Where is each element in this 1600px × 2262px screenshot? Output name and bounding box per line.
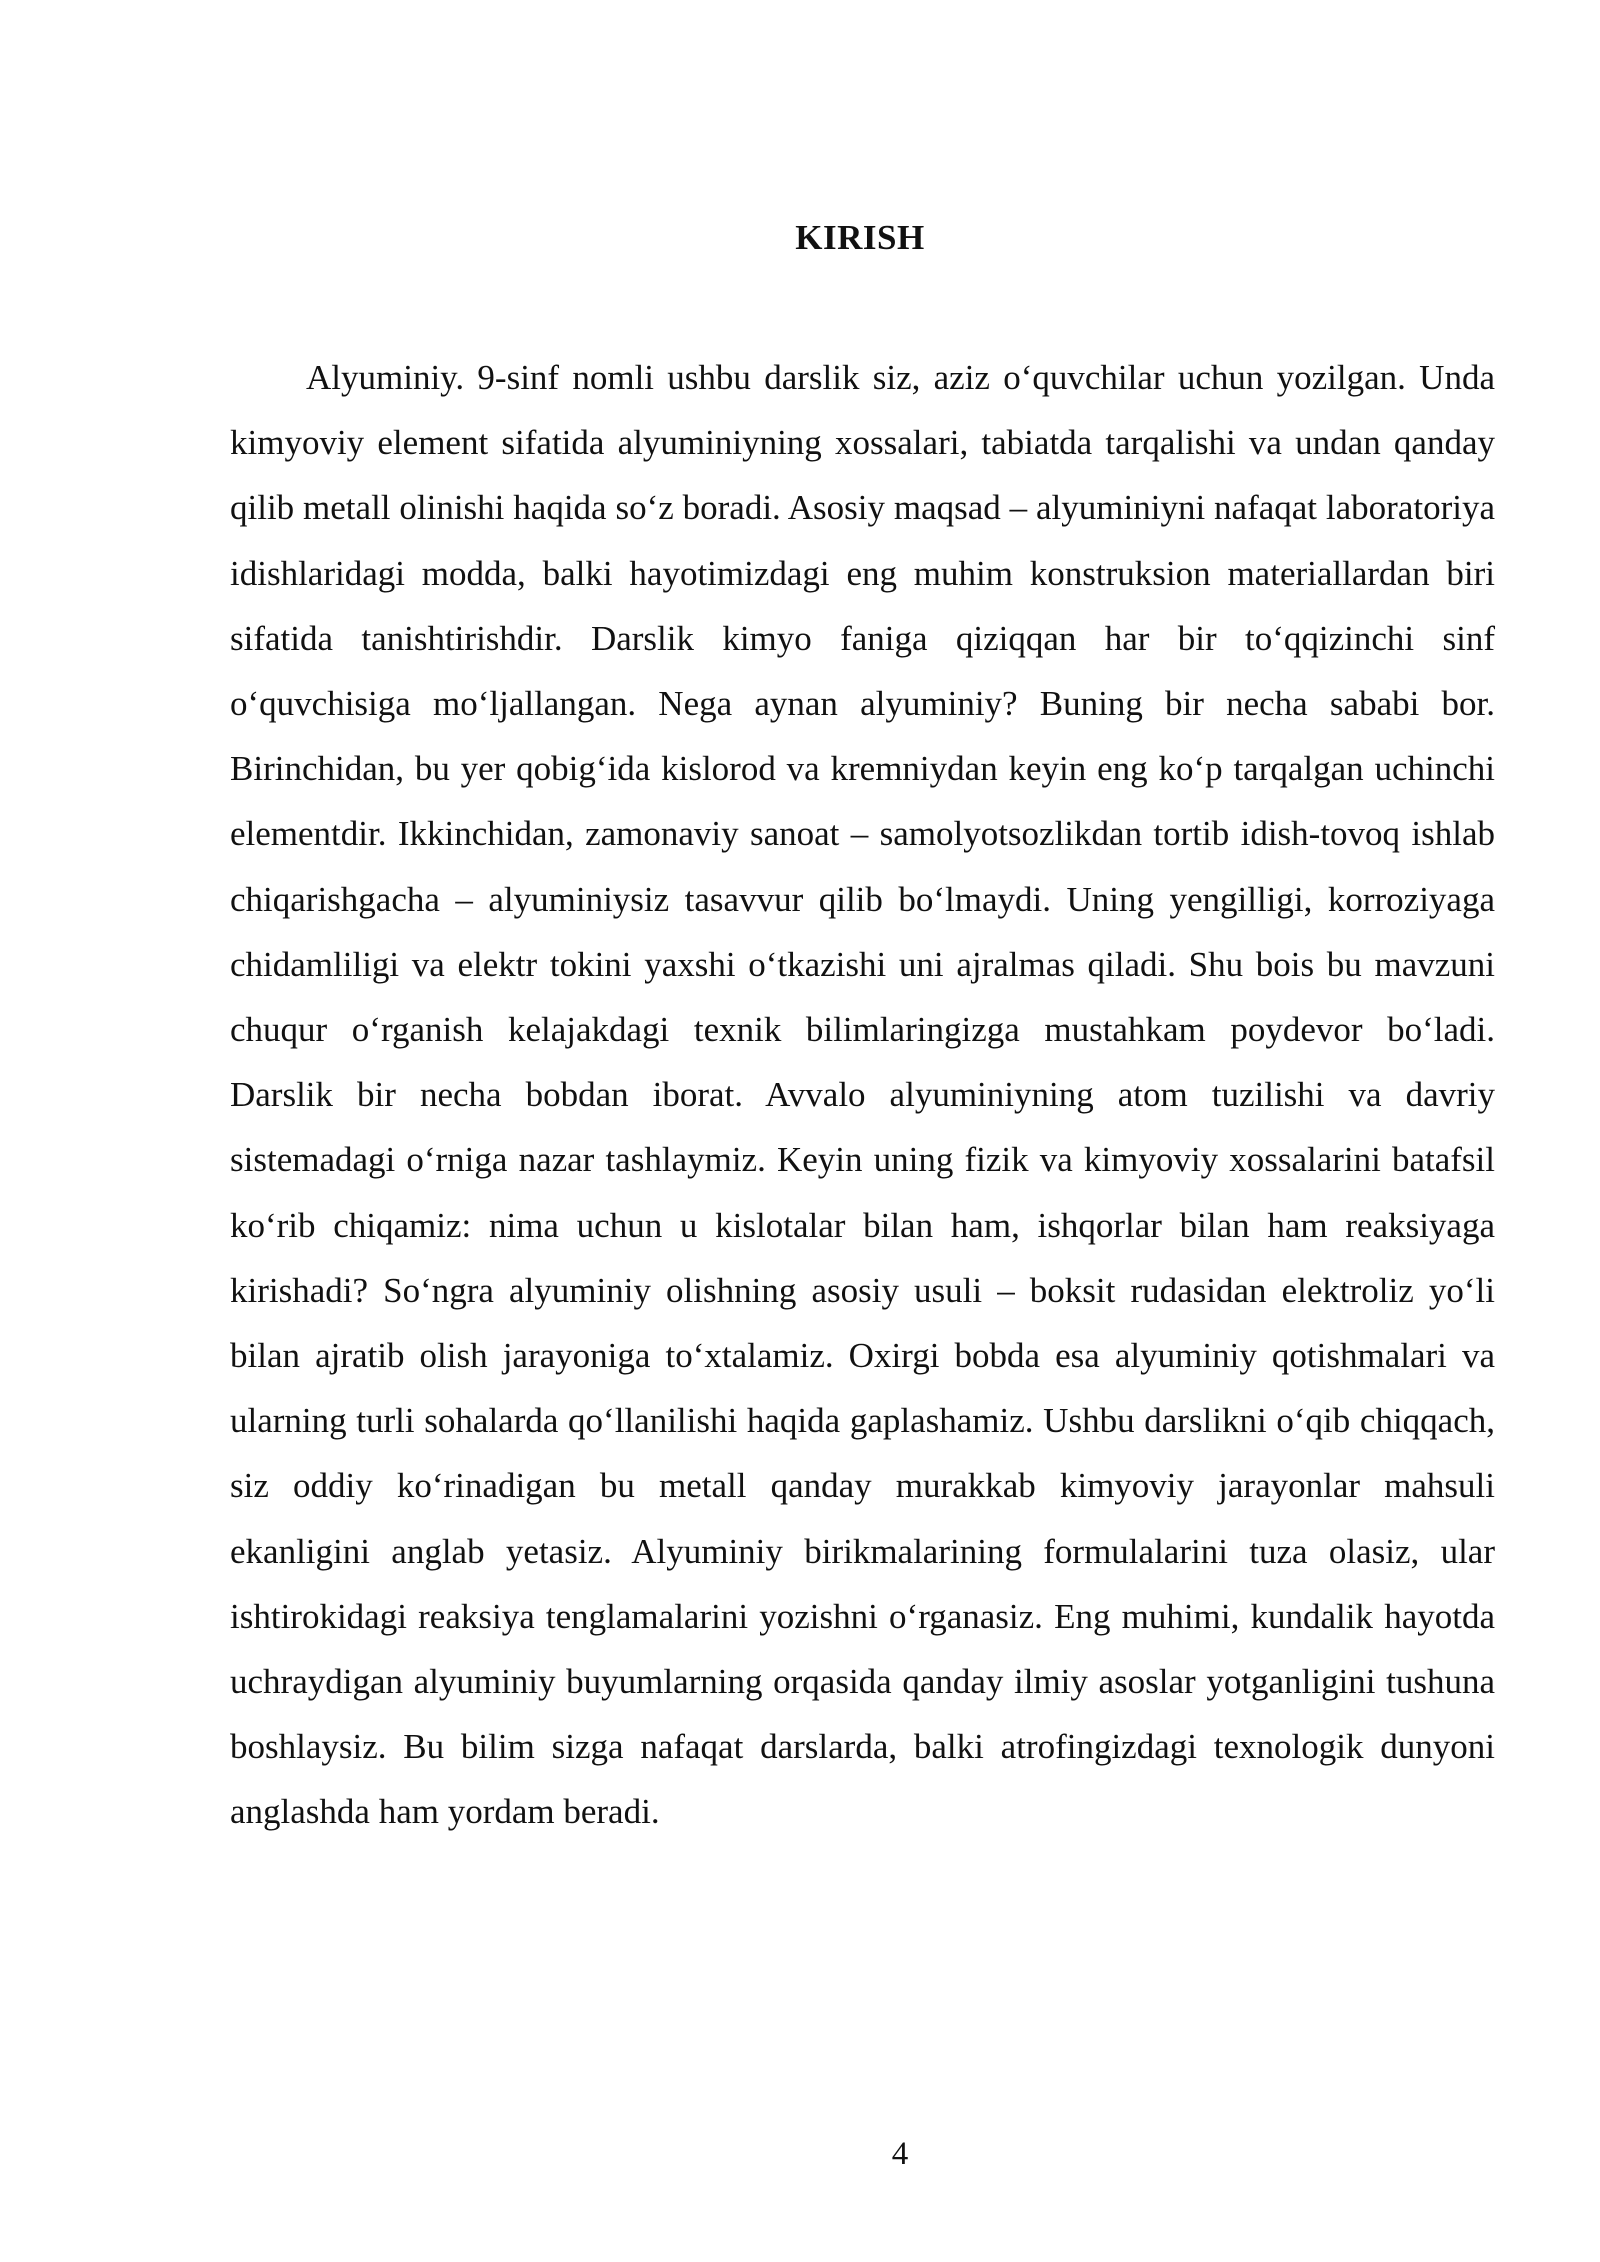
page-title: KIRISH [795, 218, 925, 257]
body-paragraph: Alyuminiy. 9-sinf nomli ushbu darslik siz, aziz o‘quvchilar uchun yozilgan. Unda kimyoviy element sifatida alyuminiyning xossalari, tabiatda tarqalishi va undan qanday qilib metall olinishi haqida so‘z boradi. Asosiy maqsad – alyuminiyni nafaqat laboratoriya idishlaridagi modda, balki hayotimizdagi eng muhim konstruksion materiallardan biri sifatida tanishtirishdir. Darslik kimyo faniga qiziqqan har bir to‘qqizinchi sinf o‘quvchisiga mo‘ljallangan. Nega aynan alyuminiy? Buning bir necha sababi bor. Birinchidan, bu yer qobig‘ida kislorod va kremniydan keyin eng ko‘p tarqalgan uchinchi elementdir. Ikkinchidan, zamonaviy sanoat – samolyotsozlikdan tortib idish-tovoq ishlab chiqarishgacha – alyuminiysiz tasavvur qilib bo‘lmaydi. Uning yengilligi, korroziyaga chidamliligi va elektr tokini yaxshi o‘tkazishi uni ajralmas qiladi. Shu bois bu mavzuni chuqur o‘rganish kelajakdagi texnik bilimlaringizga mustahkam poydevor bo‘ladi. Darslik bir necha bobdan iborat. Avvalo alyuminiyning atom tuzilishi va davriy sistemadagi o‘rniga nazar tashlaymiz. Keyin uning fizik va kimyoviy xossalarini batafsil ko‘rib chiqamiz: nima uchun u kislotalar bilan ham, ishqorlar bilan ham reaksiyaga kirishadi? So‘ngra alyuminiy olishning asosiy usuli – boksit rudasidan elektroliz yo‘li bilan ajratib olish jarayoniga to‘xtalamiz. Oxirgi bobda esa alyuminiy qotishmalari va ularning turli sohalarda qo‘llanilishi haqida gaplashamiz. Ushbu darslikni o‘qib chiqqach, siz oddiy ko‘rinadigan bu metall qanday murakkab kimyoviy jarayonlar mahsuli ekanligini anglab yetasiz. Alyuminiy birikmalarining formulalarini tuza olasiz, ular ishtirokidagi reaksiya tenglamalarini yozishni o‘rganasiz. Eng muhimi, kundalik hayotda uchraydigan alyuminiy buyumlarning orqasida qanday ilmiy asoslar yotganligini tushuna boshlaysiz. Bu bilim sizga nafaqat darslarda, balki atrofingizdagi texnologik dunyoni anglashda ham yordam beradi. [230, 358, 1495, 1832]
page-number: 4 [891, 2136, 909, 2172]
